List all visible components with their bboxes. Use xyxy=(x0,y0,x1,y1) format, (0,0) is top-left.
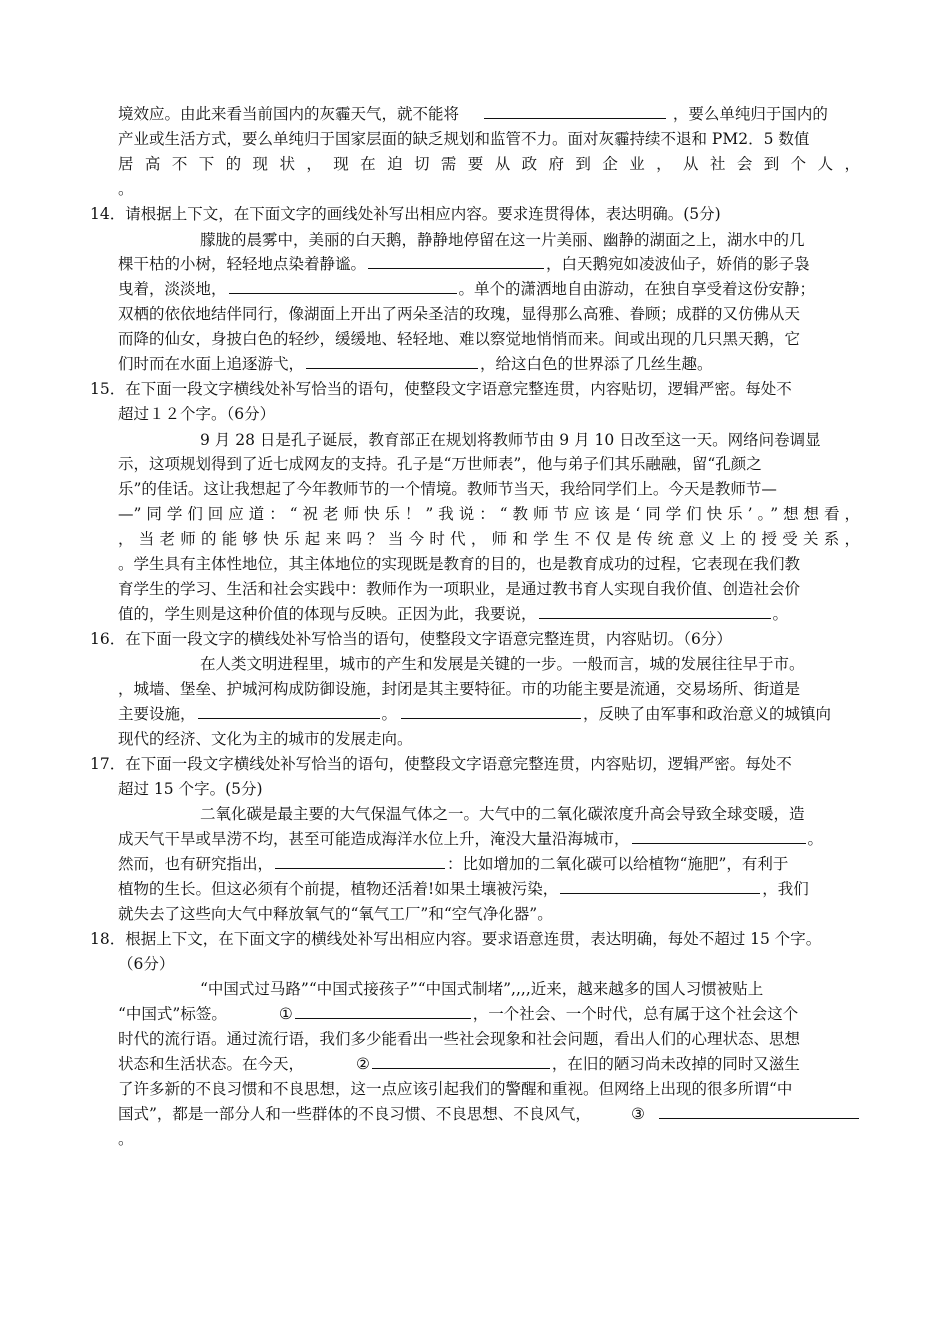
text-segment: 成天气干旱或旱涝不均，甚至可能造成海洋水位上升，淹没大量沿海城市， xyxy=(118,830,630,848)
text-line xyxy=(118,1052,860,1077)
text-segment: ，给这白色的世界添了几丝生趣。 xyxy=(480,355,713,373)
text-line xyxy=(118,277,860,302)
text-line: 超过 15 个字。(5分) xyxy=(118,780,263,798)
answer-blank[interactable] xyxy=(275,853,445,869)
text-line xyxy=(118,702,860,727)
text-segment: 。 xyxy=(381,705,398,723)
text-line: ，城墙、堡垒、护城河构成防御设施，封闭是其主要特征。市的功能主要是流通，交易场所、街道是 xyxy=(118,680,801,698)
text-line: 朦胧的晨雾中，美丽的白天鹅，静静地停留在这一片美丽、幽静的湖面之上，湖水中的几 xyxy=(200,231,805,249)
text-line: 时代的流行语。通过流行语，我们多少能看出一些社会现象和社会问题，看出人们的心理状态、思想 xyxy=(118,1030,801,1048)
text-segment: ，一个社会、一个时代，总有属于这个社会这个 xyxy=(472,1005,799,1023)
text-segment: 。 xyxy=(807,830,824,848)
text-segment: 主要设施， xyxy=(118,705,196,723)
answer-blank[interactable] xyxy=(401,703,581,719)
text-segment: ，反映了由军事和政治意义的城镇向 xyxy=(583,705,832,723)
text-segment: ，白天鹅宛如凌波仙子，娇俏的影子袅 xyxy=(546,255,810,273)
answer-blank[interactable] xyxy=(659,1103,859,1119)
text-segment: 棵干枯的小树，轻轻地点染着静谧。 xyxy=(118,255,367,273)
text-segment: 状态和生活状态。在今天， xyxy=(118,1055,305,1073)
blank-marker-2: ② xyxy=(356,1055,370,1073)
text-line: 超过１２个字。（6分） xyxy=(118,405,276,423)
answer-blank[interactable] xyxy=(632,828,806,844)
text-segment: ：比如增加的二氧化碳可以给植物“施肥”，有利于 xyxy=(447,855,789,873)
answer-blank[interactable] xyxy=(484,103,666,119)
answer-blank[interactable] xyxy=(198,703,380,719)
text-line: 现代的经济、文化为主的城市的发展走向。 xyxy=(118,730,413,748)
text-line: 育学生的学习、生活和社会实践中：教师作为一项职业，是通过教书育人实现自我价值、创造社会价 xyxy=(118,580,801,598)
answer-blank[interactable] xyxy=(372,1053,550,1069)
blank-marker-1: ① xyxy=(278,1005,293,1023)
text-line: 。 xyxy=(118,1130,134,1148)
text-line xyxy=(118,877,860,902)
text-line: —”同学们回应道：“祝老师快乐！”我说：“教师节应该是‘同学们快乐’。”想想看， xyxy=(118,505,860,523)
text-line: “中国式过马路”“中国式接孩子”“中国式制堵”,,,,近来，越来越多的国人习惯被贴上 xyxy=(200,980,764,998)
text-segment: “中国式”标签。 xyxy=(118,1005,227,1023)
text-line xyxy=(118,1102,938,1127)
question-17-heading: 17．在下面一段文字横线处补写恰当的语句，使整段文字语意完整连贯，内容贴切，逻辑严密。每处不 xyxy=(90,755,792,773)
text-line: 了许多新的不良习惯和不良思想，这一点应该引起我们的警醒和重视。但网络上出现的很多所谓“中 xyxy=(118,1080,793,1098)
text-line xyxy=(118,852,860,877)
text-line: （6分） xyxy=(118,955,175,973)
text-segment: 境效应。由此来看当前国内的灰霾天气，就不能将 xyxy=(118,105,460,123)
text-line: 居高不下的现状，现在迫切需要从政府到企业，从社会到个人， xyxy=(118,155,860,173)
text-line: 就失去了这些向大气中释放氧气的“氧气工厂”和“空气净化器”。 xyxy=(118,905,553,923)
text-segment: 曳着，淡淡地， xyxy=(118,280,227,298)
text-segment: 。 xyxy=(772,605,789,623)
answer-blank[interactable] xyxy=(306,353,478,369)
question-15-heading: 15．在下面一段文字横线处补写恰当的语句，使整段文字语意完整连贯，内容贴切，逻辑严密。每处不 xyxy=(90,380,792,398)
text-line xyxy=(118,352,860,377)
text-segment: 。单个的潇洒地自由游动，在独自享受着这份安静； xyxy=(458,280,816,298)
text-segment: 们时而在水面上追逐游弋， xyxy=(118,355,305,373)
text-line: 。 xyxy=(118,180,134,198)
question-16-heading: 16．在下面一段文字的横线处补写恰当的语句，使整段文字语意完整连贯，内容贴切。（6分） xyxy=(90,630,732,648)
text-line: 9 月 28 日是孔子诞辰，教育部正在规划将教师节由 9 月 10 日改至这一天。网络问卷调显 xyxy=(200,431,821,449)
text-segment: 然而，也有研究指出， xyxy=(118,855,274,873)
text-line xyxy=(118,102,860,127)
text-line xyxy=(118,602,860,627)
text-line: 在人类文明进程里，城市的产生和发展是关键的一步。一般而言，城的发展往往早于市。 xyxy=(200,655,805,673)
answer-blank[interactable] xyxy=(229,278,457,294)
text-line: 。学生具有主体性地位，其主体地位的实现既是教育的目的，也是教育成功的过程，它表现在我们教 xyxy=(118,555,801,573)
text-segment: 值的，学生则是这种价值的体现与反映。正因为此，我要说， xyxy=(118,605,537,623)
text-line: ，当老师的能够快乐起来吗？当今时代，师和学生不仅是传统意义上的授受关系， xyxy=(118,530,860,548)
answer-blank[interactable] xyxy=(539,603,771,619)
question-14-heading: 14．请根据上下文，在下面文字的画线处补写出相应内容。要求连贯得体，表达明确。(5分) xyxy=(90,205,721,223)
text-line xyxy=(118,252,860,277)
text-line xyxy=(118,827,860,852)
text-line: 产业或生活方式，要么单纯归于国家层面的缺乏规划和监管不力。面对灰霾持续不退和 PM2．5 数值 xyxy=(118,130,810,148)
text-segment: ，我们 xyxy=(762,880,809,898)
text-line: 乐”的佳话。这让我想起了今年教师节的一个情境。教师节当天，我给同学们上。今天是教师节— xyxy=(118,480,777,498)
text-segment: 国式”，都是一部分人和一些群体的不良习惯、不良思想、不良风气， xyxy=(118,1105,591,1123)
text-line xyxy=(118,1002,860,1027)
text-segment: ，在旧的陋习尚未改掉的同时又滋生 xyxy=(551,1055,800,1073)
answer-blank[interactable] xyxy=(295,1003,471,1019)
text-line: 双栖的依依地结伴同行，像湖面上开出了两朵圣洁的玫瑰，显得那么高雅、眷顾；成群的又仿佛从天 xyxy=(118,305,801,323)
blank-marker-3: ③ xyxy=(630,1105,645,1123)
answer-blank[interactable] xyxy=(560,878,760,894)
text-line: 二氧化碳是最主要的大气保温气体之一。大气中的二氧化碳浓度升高会导致全球变暖，造 xyxy=(200,805,805,823)
text-line: 示，这项规划得到了近七成网友的支持。孔子是“万世师表”，他与弟子们其乐融融，留“孔颜之 xyxy=(118,455,762,473)
question-18-heading: 18．根据上下文，在下面文字的横线处补写出相应内容。要求语意连贯，表达明确，每处不超过 15 个字。 xyxy=(90,930,822,948)
text-segment: ，要么单纯归于国内的 xyxy=(672,105,828,123)
text-segment: 植物的生长。但这必须有个前提，植物还活着!如果土壤被污染， xyxy=(118,880,559,898)
text-line: 而降的仙女，身披白色的轻纱，缓缓地、轻轻地、难以察觉地悄悄而来。间或出现的几只黑天鹅，它 xyxy=(118,330,801,348)
answer-blank[interactable] xyxy=(368,253,544,269)
